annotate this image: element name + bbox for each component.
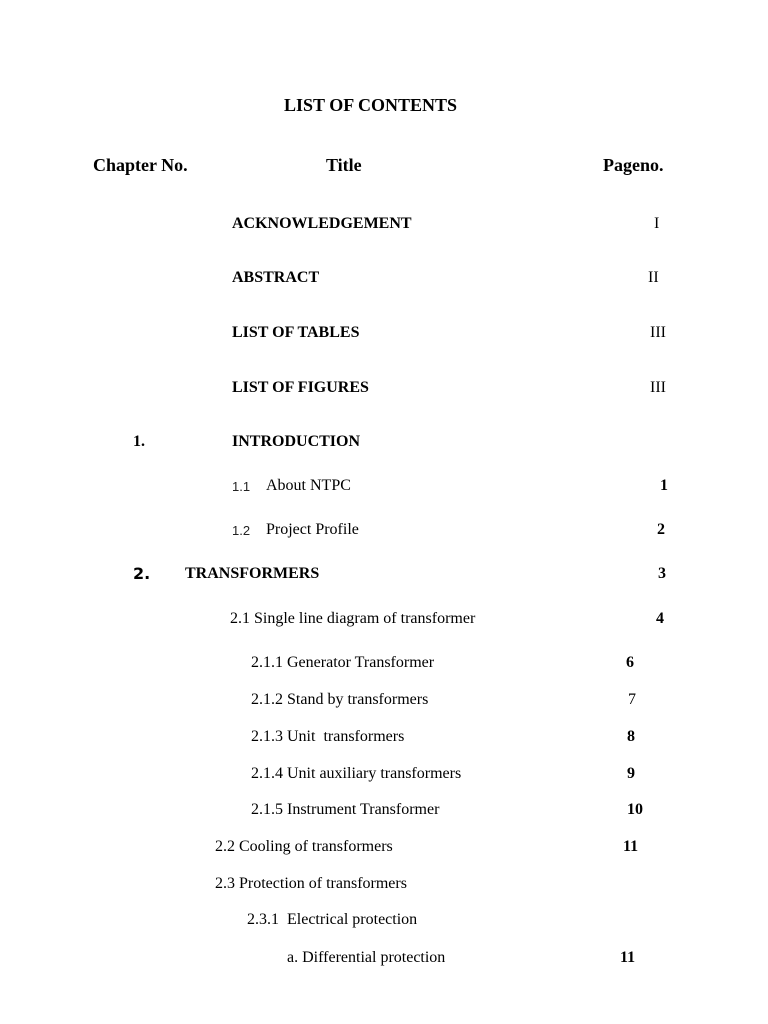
toc-entry-2-1[interactable]: 2.1 Single line diagram of transformer (230, 610, 476, 627)
section-1-1-title[interactable]: About NTPC (266, 477, 351, 494)
toc-entry-2-1-3[interactable]: 2.1.3 Unit transformers (251, 728, 405, 745)
header-pageno: Pageno. (603, 155, 664, 175)
header-chapter-no: Chapter No. (93, 155, 188, 175)
toc-page-2-2: 11 (623, 838, 639, 855)
toc-page-abstract: II (648, 269, 659, 286)
toc-page-list-of-tables: III (650, 324, 666, 341)
toc-entry-2-1-4[interactable]: 2.1.4 Unit auxiliary transformers (251, 765, 462, 782)
chapter-1-number: 1. (133, 433, 145, 450)
toc-page-2-1-4: 9 (627, 765, 635, 782)
toc-entry-2-3-1[interactable]: 2.3.1 Electrical protection (247, 911, 418, 928)
section-1-1-page: 1 (660, 477, 668, 494)
page-title: LIST OF CONTENTS (284, 95, 458, 115)
toc-entry-2-1-2[interactable]: 2.1.2 Stand by transformers (251, 691, 429, 708)
toc-page-2-1-3: 8 (627, 728, 635, 745)
header-title: Title (326, 155, 362, 175)
toc-entry-2-2[interactable]: 2.2 Cooling of transformers (215, 838, 393, 855)
toc-entry-2-1-5[interactable]: 2.1.5 Instrument Transformer (251, 801, 440, 818)
chapter-2-number: 2. (133, 564, 151, 583)
toc-page-2-1-2: 7 (628, 691, 636, 708)
chapter-2-page: 3 (658, 565, 666, 582)
toc-entry-list-of-tables[interactable]: LIST OF TABLES (232, 324, 360, 341)
chapter-2-title[interactable]: TRANSFORMERS (185, 565, 320, 582)
toc-entry-list-of-figures[interactable]: LIST OF FIGURES (232, 379, 369, 396)
section-1-1-number: 1.1 (232, 479, 251, 494)
toc-entry-2-3-1-a[interactable]: a. Differential protection (287, 949, 446, 966)
toc-page-2-1-5: 10 (627, 801, 643, 818)
toc-entry-abstract[interactable]: ABSTRACT (232, 269, 320, 286)
toc-page-2-1: 4 (656, 610, 664, 627)
toc-entry-2-3[interactable]: 2.3 Protection of transformers (215, 875, 407, 892)
section-1-2-title[interactable]: Project Profile (266, 521, 359, 538)
section-1-2-page: 2 (657, 521, 665, 538)
toc-entry-acknowledgement[interactable]: ACKNOWLEDGEMENT (232, 215, 412, 232)
toc-page-2-1-1: 6 (626, 654, 634, 671)
toc-page-acknowledgement: I (654, 215, 660, 232)
toc-page-list-of-figures: III (650, 379, 666, 396)
chapter-1-title[interactable]: INTRODUCTION (232, 433, 361, 450)
section-1-2-number: 1.2 (232, 523, 251, 538)
toc-page-2-3-1-a: 11 (620, 949, 636, 966)
toc-entry-2-1-1[interactable]: 2.1.1 Generator Transformer (251, 654, 435, 671)
